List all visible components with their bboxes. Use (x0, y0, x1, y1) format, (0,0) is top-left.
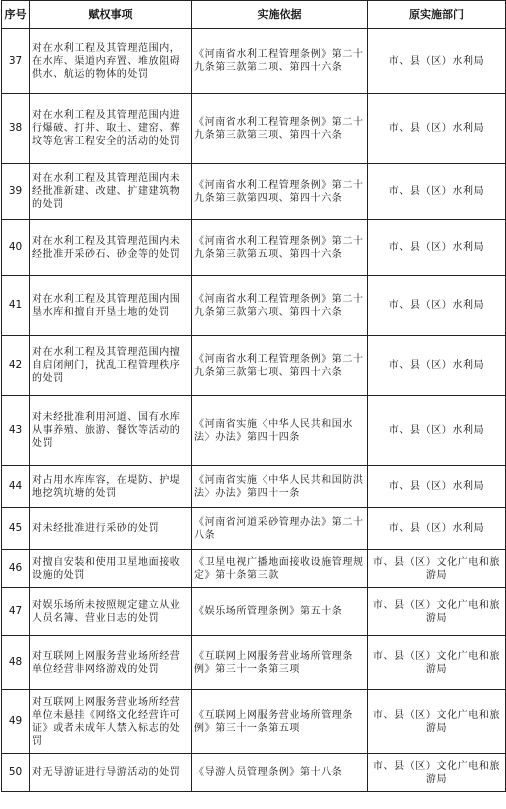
table-row (2, 636, 506, 690)
row-dept: 市、县（区）水利局 (368, 94, 506, 164)
row-dept: 市、县（区）文化广电和旅游局 (368, 690, 506, 754)
authority-table (1, 0, 506, 792)
row-number: 47 (2, 588, 30, 636)
row-dept: 市、县（区）文化广电和旅游局 (368, 754, 506, 792)
row-matter: 对无导游证进行导游活动的处罚 (30, 754, 192, 792)
row-dept: 市、县（区）文化广电和旅游局 (368, 550, 506, 588)
row-number: 39 (2, 164, 30, 220)
row-basis: 《河南省实施〈中华人民共和国防洪法〉办法》第四十一条 (192, 466, 368, 508)
row-matter: 对娱乐场所未按照规定建立从业人员名簿、营业日志的处罚 (30, 588, 192, 636)
row-basis: 《互联网上网服务营业场所管理条例》第三十一条第三项 (192, 636, 368, 690)
table-row (2, 220, 506, 276)
row-number: 49 (2, 690, 30, 754)
row-number: 45 (2, 508, 30, 550)
row-dept: 市、县（区）水利局 (368, 164, 506, 220)
row-dept: 市、县（区）水利局 (368, 220, 506, 276)
row-basis: 《河南省水利工程管理条例》第二十九条第三款第六项、第四十六条 (192, 276, 368, 336)
row-dept: 市、县（区）水利局 (368, 508, 506, 550)
table-row (2, 588, 506, 636)
row-basis: 《导游人员管理条例》第十八条 (192, 754, 368, 792)
row-number: 43 (2, 396, 30, 466)
row-basis: 《河南省水利工程管理条例》第二十九条第三款第四项、第四十六条 (192, 164, 368, 220)
row-matter: 对在水利工程及其管理范围内进行爆破、打井、取土、建窑、葬坟等危害工程安全的活动的处罚 (30, 94, 192, 164)
table-row (2, 754, 506, 792)
row-number: 41 (2, 276, 30, 336)
row-basis: 《河南省实施〈中华人民共和国水法〉办法》第四十四条 (192, 396, 368, 466)
row-dept: 市、县（区）水利局 (368, 336, 506, 396)
header-no: 序号 (2, 1, 30, 29)
row-dept: 市、县（区）水利局 (368, 29, 506, 94)
row-dept: 市、县（区）水利局 (368, 396, 506, 466)
row-dept: 市、县（区）水利局 (368, 276, 506, 336)
table-header-row (2, 1, 506, 29)
row-matter: 对擅自安装和使用卫星地面接收设施的处罚 (30, 550, 192, 588)
row-matter: 对在水利工程及其管理范围内擅自启闭闸门，扰乱工程管理秩序的处罚 (30, 336, 192, 396)
row-basis: 《河南省河道采砂管理办法》第二十八条 (192, 508, 368, 550)
row-basis: 《河南省水利工程管理条例》第二十九条第三款第七项、第四十六条 (192, 336, 368, 396)
row-basis: 《河南省水利工程管理条例》第二十九条第三款第五项、第四十六条 (192, 220, 368, 276)
row-number: 46 (2, 550, 30, 588)
row-basis: 《娱乐场所管理条例》第五十条 (192, 588, 368, 636)
row-matter: 对在水利工程及其管理范围内围垦水库和擅自开垦土地的处罚 (30, 276, 192, 336)
row-dept: 市、县（区）文化广电和旅游局 (368, 588, 506, 636)
header-matter: 赋权事项 (30, 1, 192, 29)
row-number: 50 (2, 754, 30, 792)
table-row (2, 466, 506, 508)
row-dept: 市、县（区）水利局 (368, 466, 506, 508)
row-dept: 市、县（区）文化广电和旅游局 (368, 636, 506, 690)
table-row (2, 94, 506, 164)
table-row (2, 690, 506, 754)
row-basis: 《河南省水利工程管理条例》第二十九条第三款第三项、第四十六条 (192, 94, 368, 164)
table-row (2, 550, 506, 588)
table-row (2, 29, 506, 94)
table-row (2, 276, 506, 336)
row-basis: 《卫星电视广播地面接收设施管理规定》第十条第三款 (192, 550, 368, 588)
row-matter: 对互联网上网服务营业场所经营单位未悬挂《网络文化经营许可证》或者未成年人禁入标志的处罚 (30, 690, 192, 754)
row-matter: 对占用水库库容，在堤防、护堤地挖筑坑塘的处罚 (30, 466, 192, 508)
row-number: 40 (2, 220, 30, 276)
row-basis: 《河南省水利工程管理条例》第二十九条第三款第二项、第四十六条 (192, 29, 368, 94)
header-dept: 原实施部门 (368, 1, 506, 29)
row-matter: 对在水利工程及其管理范围内未经批准新建、改建、扩建建筑物的处罚 (30, 164, 192, 220)
row-matter: 对在水利工程及其管理范围内，在水库、渠道内弃置、堆放阻碍供水、航运的物体的处罚 (30, 29, 192, 94)
table-row (2, 396, 506, 466)
row-number: 37 (2, 29, 30, 94)
row-number: 44 (2, 466, 30, 508)
row-basis: 《互联网上网服务营业场所管理条例》第三十一条第五项 (192, 690, 368, 754)
table-row (2, 336, 506, 396)
row-number: 38 (2, 94, 30, 164)
row-number: 42 (2, 336, 30, 396)
row-matter: 对互联网上网服务营业场所经营单位经营非网络游戏的处罚 (30, 636, 192, 690)
table-row (2, 164, 506, 220)
row-matter: 对未经批准利用河道、国有水库从事养殖、旅游、餐饮等活动的处罚 (30, 396, 192, 466)
table-row (2, 508, 506, 550)
row-matter: 对在水利工程及其管理范围内未经批准开采砂石、砂金等的处罚 (30, 220, 192, 276)
row-number: 48 (2, 636, 30, 690)
table-body (2, 29, 506, 792)
header-basis: 实施依据 (192, 1, 368, 29)
row-matter: 对未经批准进行采砂的处罚 (30, 508, 192, 550)
